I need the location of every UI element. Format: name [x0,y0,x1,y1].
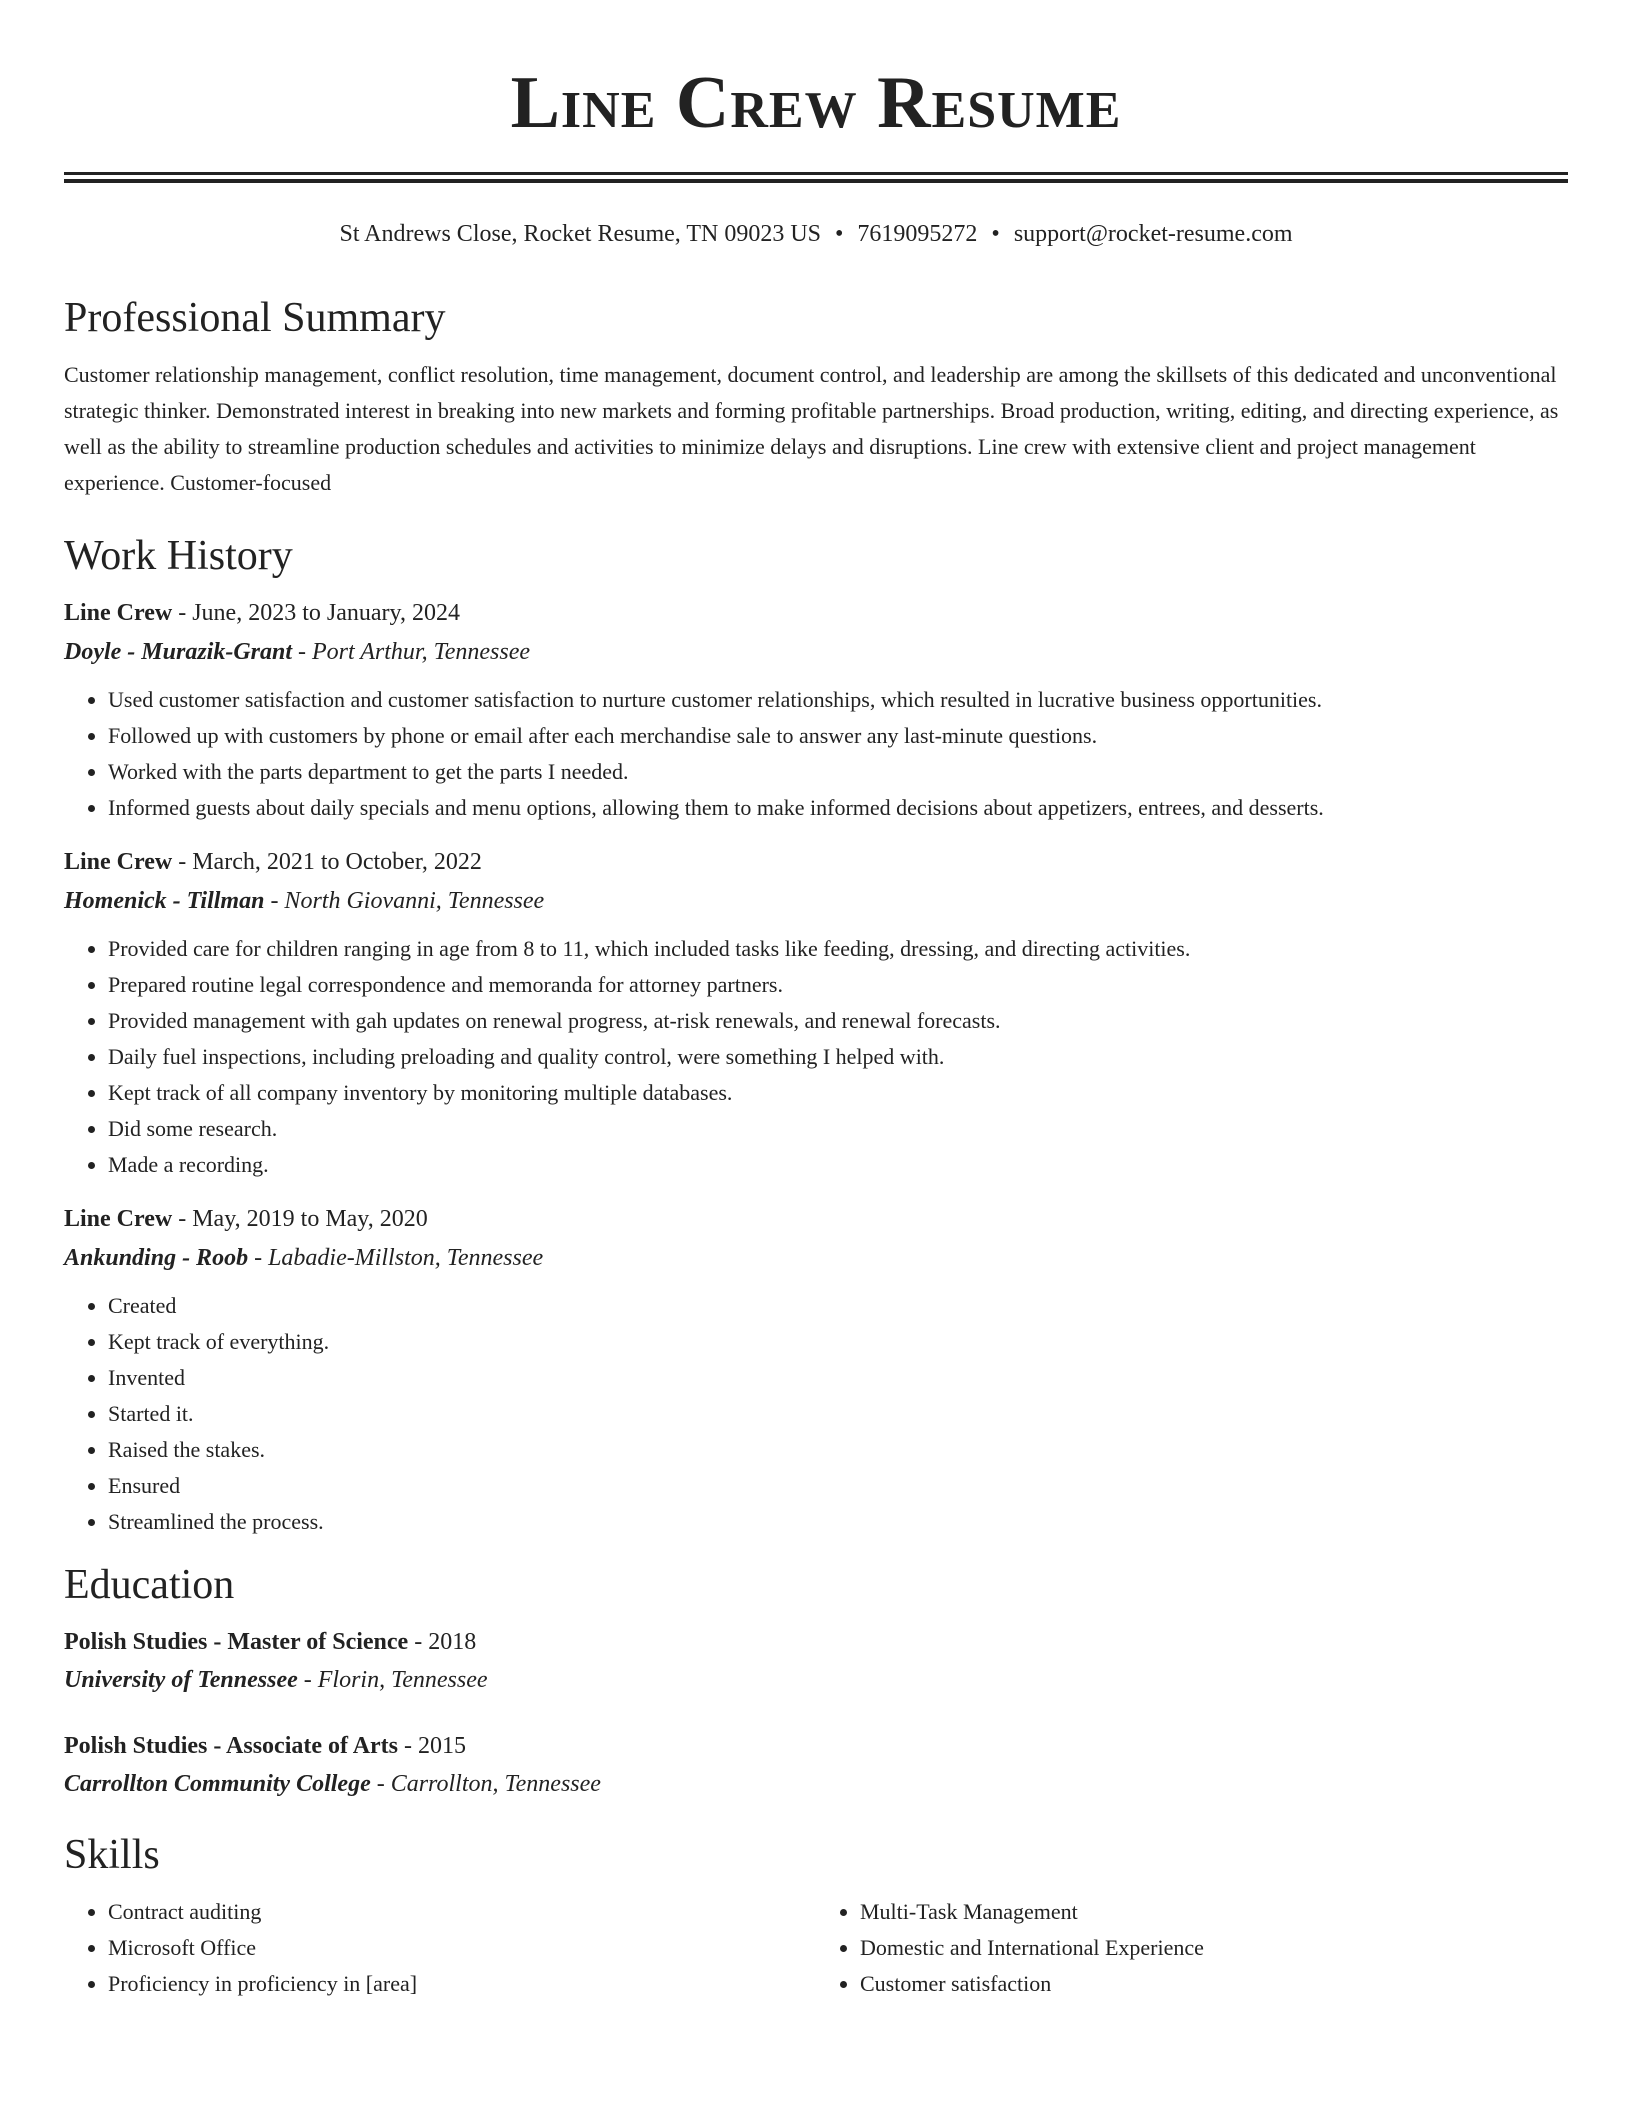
job-dates: - May, 2019 to May, 2020 [172,1206,428,1232]
list-item: • Worked with the parts department to get the parts I needed. [108,754,1568,790]
list-item: • Provided care for children ranging in age from 8 to 11, which included tasks like feeding, dressing, and directing activities. [108,931,1568,967]
list-item: • Created [108,1288,1568,1324]
education-header [64,1626,1568,1658]
skills-list-left [64,1894,816,2002]
list-item: • Did some research. [108,1111,1568,1147]
education-year: - 2018 [408,1629,477,1655]
resume-title: Line Crew Resume [510,62,1122,144]
list-item: • Daily fuel inspections, including preloading and quality control, were something I helped with. [108,1039,1568,1075]
list-item: • Followed up with customers by phone or email after each merchandise sale to answer any last-minute questions. [108,718,1568,754]
job-company: Doyle - Murazik-Grant [64,639,293,665]
education-school: Carrollton Community College [64,1771,371,1797]
job-dates: - June, 2023 to January, 2024 [172,600,460,626]
list-item: • Used customer satisfaction and customer satisfaction to nurture customer relationships, which resulted in lucrative business opportunities. [108,682,1568,718]
work-history-heading: Work History [64,533,293,579]
contact-separator: • [991,221,1000,247]
skills-list-right [816,1894,1568,2002]
education-entry [64,1730,1568,1800]
job-location: - Port Arthur, Tennessee [292,639,531,665]
skills-heading: Skills [64,1832,160,1878]
job-location: - North Giovanni, Tennessee [264,888,545,914]
list-item: • Prepared routine legal correspondence and memoranda for attorney partners. [108,967,1568,1003]
contact-phone: 7619095272 [857,221,978,247]
summary-text: Customer relationship management, conflict resolution, time management, document control, and leadership are among the skillsets of this dedicated and unconventional strategic thinker. Demonstrated interest in breaking into new markets and forming profitable partnerships. Broad production, writing, editing, and directing experience, as well as the ability to streamline production schedules and activities to minimize delays and disruptions. Line crew with extensive client and project management experience. Customer-focused [64,362,1559,495]
list-item: • Started it. [108,1396,1568,1432]
list-item: • Ensured [108,1468,1568,1504]
list-item: • Provided management with gah updates on renewal progress, at-risk renewals, and renewal forecasts. [108,1003,1568,1039]
job-entry [64,846,1568,1183]
list-item: • Microsoft Office [108,1930,816,1966]
education-degree: Polish Studies - Associate of Arts [64,1733,399,1759]
job-employer [64,1242,1568,1274]
contact-address: St Andrews Close, Rocket Resume, TN 09023 US [339,221,822,247]
job-duties-list [64,1288,1568,1540]
contact-line [64,219,1568,249]
job-header [64,597,1568,629]
job-title: Line Crew [64,600,173,626]
list-item: • Domestic and International Experience [860,1930,1568,1966]
summary-heading: Professional Summary [64,295,446,341]
job-employer [64,636,1568,668]
education-location: - Florin, Tennessee [297,1667,488,1693]
contact-email: support@rocket-resume.com [1013,221,1293,247]
education-school-line [64,1768,1568,1800]
list-item: • Kept track of all company inventory by monitoring multiple databases. [108,1075,1568,1111]
education-year: - 2015 [398,1733,467,1759]
list-item: • Contract auditing [108,1894,816,1930]
job-dates: - March, 2021 to October, 2022 [172,849,482,875]
list-item: • Customer satisfaction [860,1966,1568,2002]
education-heading: Education [64,1562,235,1608]
job-employer [64,885,1568,917]
job-location: - Labadie-Millston, Tennessee [248,1245,544,1271]
job-company: Homenick - Tillman [64,888,265,914]
skills-columns [64,1880,1568,2002]
list-item: • Informed guests about daily specials and menu options, allowing them to make informed decisions about appetizers, entrees, and desserts. [108,790,1568,826]
job-duties-list [64,931,1568,1183]
education-entry [64,1626,1568,1696]
job-entry [64,597,1568,826]
job-duties-list [64,682,1568,826]
contact-separator: • [835,221,844,247]
education-school-line [64,1664,1568,1696]
education-degree: Polish Studies - Master of Science [64,1629,409,1655]
title-double-rule [64,172,1568,183]
list-item: • Streamlined the process. [108,1504,1568,1540]
job-entry [64,1203,1568,1540]
list-item: • Made a recording. [108,1147,1568,1183]
job-title: Line Crew [64,1206,173,1232]
job-title: Line Crew [64,849,173,875]
education-location: - Carrollton, Tennessee [370,1771,601,1797]
job-company: Ankunding - Roob [64,1245,249,1271]
education-header [64,1730,1568,1762]
list-item: • Multi-Task Management [860,1894,1568,1930]
list-item: • Invented [108,1360,1568,1396]
list-item: • Proficiency in proficiency in [area] [108,1966,816,2002]
job-header [64,846,1568,878]
education-school: University of Tennessee [64,1667,298,1693]
list-item: • Kept track of everything. [108,1324,1568,1360]
list-item: • Raised the stakes. [108,1432,1568,1468]
job-header [64,1203,1568,1235]
